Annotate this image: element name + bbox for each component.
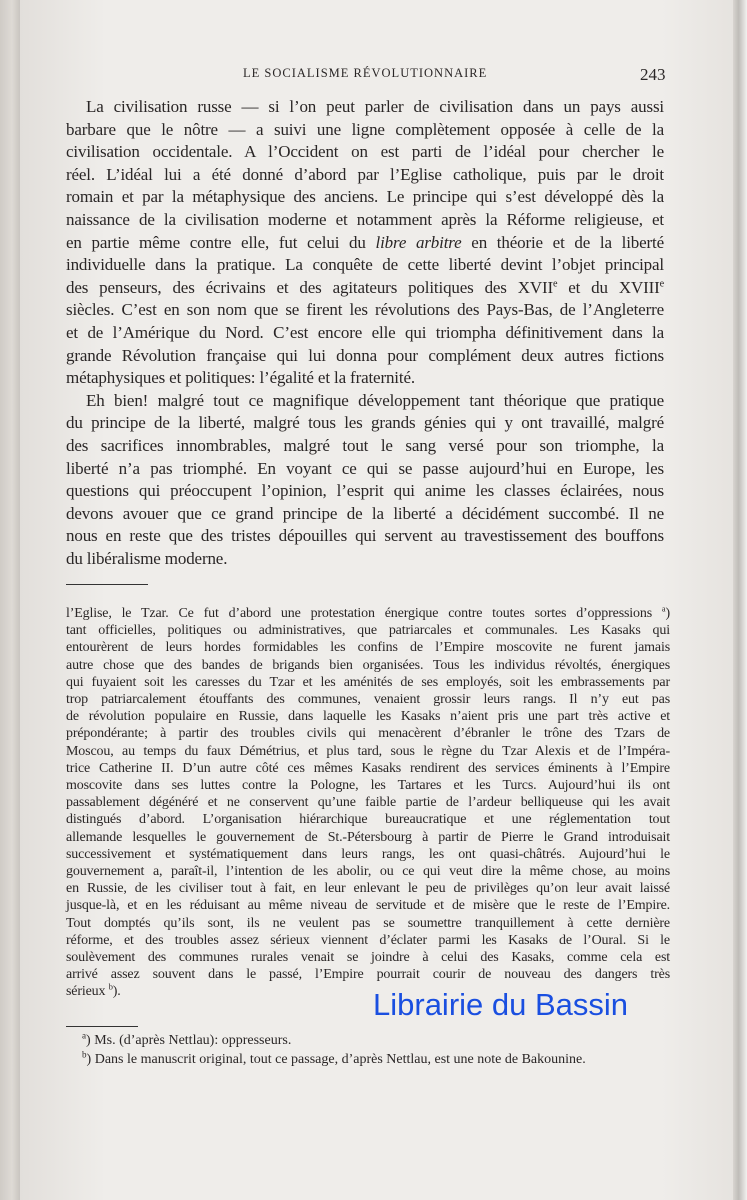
main-text (66, 96, 664, 570)
text-line (66, 458, 664, 481)
text-line (66, 164, 664, 187)
text-segment: naissance de la civilisation moderne et notamment après la Réforme religieuse, et (66, 209, 664, 229)
superscript: e (659, 278, 664, 290)
footnote-separator (66, 584, 148, 585)
text-line (66, 435, 664, 458)
text-segment: Tout domptés qu’ils sont, ils ne veulent pas se soumettre tranquillement à cette dernière (66, 915, 670, 931)
text-segment: distingués d’abord. L’organisation hiérarchique bureaucratique et une réglementation tout (66, 812, 670, 828)
text-segment: réel. L’idéal lui a été donné d’abord par l’Eglise catholique, puis par le droit (66, 164, 664, 184)
text-segment: romain et par la métaphysique des anciens. Le principe qui s’est développé dès la (66, 187, 664, 207)
text-line (66, 949, 670, 966)
text-segment: des sacrifices innombrables, malgré tout le sang versé pour son triomphe, la (66, 435, 664, 455)
text-segment: devons avouer que ce grand principe de la liberté a décidément succombé. Il ne (66, 503, 664, 523)
text-line (66, 966, 670, 983)
text-line (66, 674, 670, 691)
text-segment: qui fuyaient soit les caresses du Tzar et les aménités de ses employés, soit les embrassements par (66, 674, 670, 690)
text-segment: du libéralisme moderne. (66, 548, 228, 568)
text-line (66, 96, 664, 119)
text-segment: en Russie, de les civiliser tout à fait, en leur enlevant le peu de privilèges qu’on leur avait laissé (66, 881, 670, 897)
text-segment: liberté n’a pas triomphé. En voyant ce qui se passe aujourd’hui en Europe, les (66, 458, 664, 478)
text-segment: passablement dégénéré et ne conservent qu’une faible partie de l’ardeur belliqueuse qui les avait (66, 795, 670, 811)
text-line (66, 657, 670, 674)
running-head: LE SOCIALISME RÉVOLUTIONNAIRE (243, 66, 488, 80)
text-line (66, 743, 670, 760)
text-line (66, 811, 670, 828)
text-line (66, 548, 664, 571)
superscript: b (108, 982, 113, 992)
text-line (66, 209, 664, 232)
text-line (66, 412, 664, 435)
text-segment: soulèvement des communes rurales venait se joindre à celui des Kasaks, comme cela est (66, 950, 670, 966)
notes-separator (66, 1026, 138, 1027)
text-line (66, 622, 670, 639)
superscript: e (552, 278, 558, 290)
text-segment: barbare que le nôtre — a suivi une ligne complètement opposée à celle de la (66, 119, 664, 139)
text-segment: tant officielles, politiques ou administratives, que patriarcales et communales. Les Kasaks qui (66, 623, 670, 639)
text-segment: Moscou, au temps du faux Démétrius, et plus tard, sous le règne du Tzar Alexis et de l’Impéra- (66, 743, 670, 759)
text-segment: de révolution populaire en Russie, dans laquelle les Kasaks n’aient pris une part très active et (66, 709, 670, 725)
footnote-text (66, 605, 670, 1001)
page-edge-right (733, 0, 747, 1200)
text-segment: nous en reste que des tristes dépouilles qui servent au travestissement des bouffons (66, 526, 664, 546)
text-line (66, 254, 664, 277)
text-line (66, 503, 664, 526)
facing-page-edge (0, 0, 20, 1200)
text-line (66, 897, 670, 914)
text-line (66, 639, 670, 656)
text-segment: jusque-là, et en les réduisant au même niveau de servitude et de misère que le reste de l’Empire. (66, 898, 670, 914)
text-segment: réforme, et des troubles assez sérieux viennent d’éclater parmi les Kasaks de l’Oural. Si le (66, 932, 670, 948)
text-line (66, 691, 670, 708)
text-line (66, 345, 664, 368)
text-line (66, 708, 670, 725)
text-segment: libre arbitre (375, 232, 462, 252)
text-segment: civilisation occidentale. A l’Occident on est parti de l’idéal pour chercher le (66, 142, 664, 162)
text-line (66, 141, 664, 164)
text-segment: individuelle dans la pratique. La conquête de cette liberté devint l’objet principal (66, 255, 664, 275)
text-line (66, 119, 664, 142)
text-line (66, 480, 664, 503)
text-line (66, 322, 664, 345)
text-line (66, 794, 670, 811)
watermark: Librairie du Bassin (373, 987, 629, 1022)
text-segment: prépondérante; à partir des troubles civils qui menacèrent d’ébranler le trône des Tzars de (66, 726, 670, 742)
text-line (66, 915, 670, 932)
text-line (66, 186, 664, 209)
text-line (66, 525, 664, 548)
text-segment: trop patriarcalement étouffants des communes, venaient grossir leurs rangs. Il n’y eut pas (66, 692, 670, 708)
text-segment: du principe de la liberté, malgré tous les grands génies qui y ont travaillé, malgré (66, 413, 664, 433)
text-line (66, 760, 670, 777)
text-line (66, 277, 664, 300)
text-segment: successivement et systématiquement dans leurs rangs, les ont quasi-châtrés. Aujourd’hui le (66, 846, 670, 862)
text-segment: métaphysiques et politiques: l’égalité et la fraternité. (66, 368, 415, 388)
text-segment: autre chose que des bandes de brigands bien organisées. Tous les individus révoltés, énergiques (66, 657, 670, 673)
text-line (66, 367, 664, 390)
text-line (66, 232, 664, 255)
text-segment: trice Catherine II. D’un autre côté ces mêmes Kasaks rendirent des services éminents à l’Empire (66, 760, 670, 776)
text-segment: La civilisation russe — si l’on peut parler de civilisation dans un pays aussi (86, 97, 664, 116)
note-a: $^a$) Ms. (d’après Nettlau): oppresseurs. (82, 1030, 292, 1048)
text-segment: l’Eglise, le Tzar. Ce fut d’abord une protestation énergique contre toutes sortes d’oppressions (66, 606, 662, 621)
text-segment: grande Révolution française qui lui donna pour complément deux autres fictions (66, 345, 664, 365)
text-segment: entourèrent de leurs hordes formidables les confins de l’Empire moscovite ne furent jamais (66, 640, 670, 656)
text-line (66, 725, 670, 742)
note-b: $^b$) Dans le manuscrit original, tout ce passage, d’après Nettlau, est une note de Bakounine. (82, 1049, 586, 1067)
text-segment: moscovite dans ses luttes contre la Pologne, les Tartares et les Turcs. Aujourd’hui ils ont (66, 778, 670, 794)
page-number: 243 (640, 65, 666, 84)
text-line (66, 880, 670, 897)
text-segment: ) (665, 606, 670, 621)
text-line (66, 829, 670, 846)
text-segment: et de l’Amérique du Nord. C’est encore elle qui triompha définitivement dans la (66, 322, 664, 342)
text-segment: arrivé assez souvent dans le passé, l’Empire pourrait courir de nouveau des dangers très (66, 967, 670, 983)
text-segment: gouvernement a, paraît-il, l’intention de les abolir, ou ce qui veut dire la même chose, au moins (66, 864, 670, 880)
text-segment: sérieux (66, 984, 109, 1000)
text-line (66, 390, 664, 413)
text-line (66, 846, 670, 863)
text-segment: en théorie et de la liberté (461, 232, 664, 252)
text-segment: des penseurs, des écrivains et des agitateurs politiques des XVII (66, 277, 553, 297)
text-line (66, 777, 670, 794)
editorial-notes (82, 1031, 586, 1069)
text-segment: allemande lesquelles le gouvernement de St.-Pétersbourg à partir de Pierre le Grand introduisait (66, 829, 670, 845)
text-segment: ). (112, 984, 121, 1000)
text-segment: questions qui préoccupent l’opinion, l’esprit qui anime les classes éclairées, nous (66, 481, 664, 501)
text-segment: en partie même contre elle, fut celui du (66, 232, 376, 252)
text-line (66, 299, 664, 322)
text-line (66, 605, 670, 622)
superscript: a (661, 604, 666, 614)
text-segment: Eh bien! malgré tout ce magnifique développement tant théorique que pratique (86, 390, 664, 410)
text-segment: et du XVIII (557, 277, 660, 297)
text-segment: siècles. C’est en son nom que se firent les révolutions des Pays-Bas, de l’Angleterre (66, 300, 664, 320)
text-line (66, 863, 670, 880)
text-line (66, 932, 670, 949)
